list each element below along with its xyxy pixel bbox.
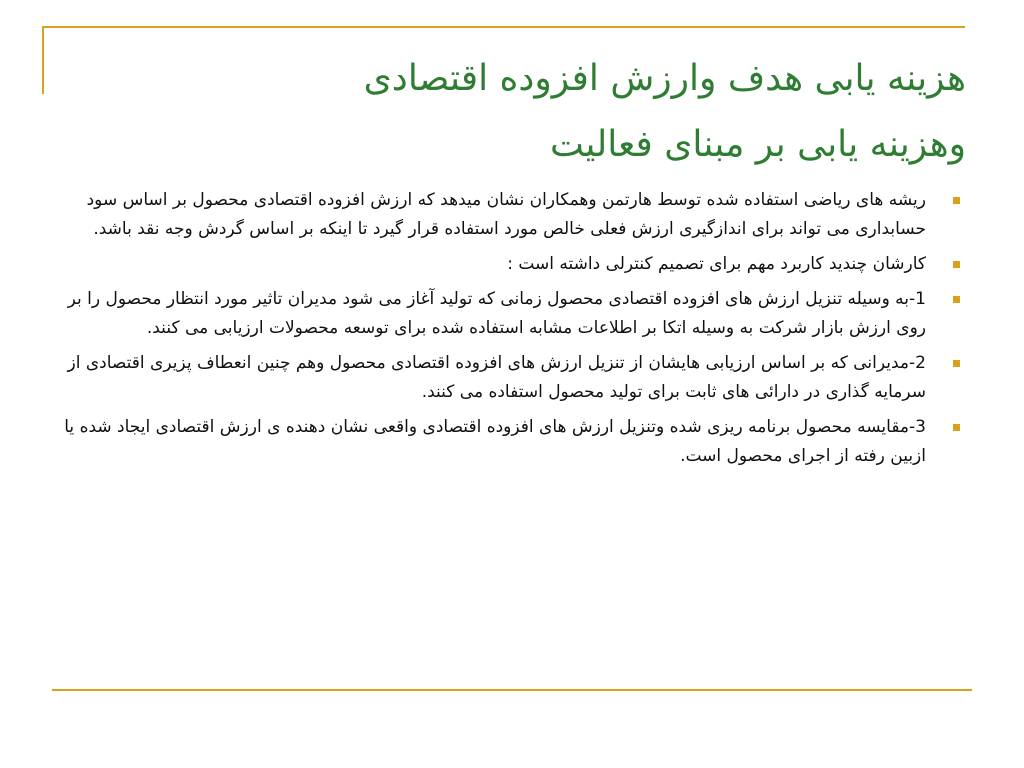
top-rule — [42, 26, 965, 28]
title-line-1: هزینه یابی هدف وارزش افزوده اقتصادی — [363, 58, 966, 99]
square-bullet-icon — [953, 197, 960, 204]
bullet-item — [64, 186, 964, 244]
title-line-2: وهزینه یابی بر مبنای فعالیت — [550, 124, 966, 165]
square-bullet-icon — [953, 296, 960, 303]
bullet-item — [64, 349, 964, 407]
bullet-item — [64, 285, 964, 343]
bullet-item — [64, 250, 964, 279]
bullet-item — [64, 413, 964, 471]
slide-title — [106, 46, 966, 178]
bullet-text: 1-به وسیله تنزیل ارزش های افزوده اقتصادی محصول زمانی که تولید آغاز می شود مدیران تاثیر مورد انتظار محصول را بر روی ارزش بازار شرکت به وسیله اتکا بر اطلاعات مشابه استفاده شده برای توسعه محصولات ارزیابی می کنند. — [67, 289, 926, 338]
square-bullet-icon — [953, 424, 960, 431]
bottom-rule — [52, 689, 972, 691]
square-bullet-icon — [953, 360, 960, 367]
square-bullet-icon — [953, 261, 960, 268]
bullet-text: 2-مدیرانی که بر اساس ارزیابی هایشان از تنزیل ارزش های افزوده اقتصادی محصول وهم چنین انعطاف پزیری اقتصادی از سرمایه گذاری در دارائی های ثابت برای تولید محصول استفاده می کنند. — [67, 353, 926, 402]
left-rule — [42, 26, 44, 94]
bullet-text: 3-مقایسه محصول برنامه ریزی شده وتنزیل ارزش های افزوده اقتصادی واقعی نشان دهنده ی ارزش اقتصادی ایجاد شده یا ازبین رفته از اجرای محصول است. — [64, 417, 926, 466]
bullet-list — [64, 186, 964, 477]
bullet-text: کارشان چندید کاربرد مهم برای تصمیم کنترلی داشته است : — [507, 254, 926, 274]
bullet-text: ریشه های ریاضی استفاده شده توسط هارتمن وهمکاران نشان میدهد که ارزش افزوده اقتصادی محصول بر اساس سود حسابداری می تواند برای اندازگیری ارزش فعلی خالص مورد استفاده قرار گیرد تا اینکه بر اساس گردش وجه نقد باشد. — [86, 190, 926, 239]
